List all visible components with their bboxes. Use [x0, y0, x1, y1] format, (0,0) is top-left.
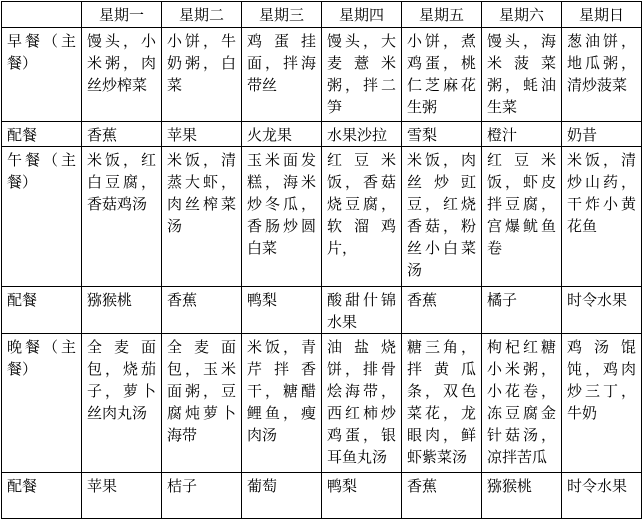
table-row-snack-3: [2, 473, 642, 519]
meal-label: 配餐: [2, 473, 82, 519]
day-header-thu: 星期四: [322, 2, 402, 28]
meal-cell: 苹果: [82, 473, 162, 519]
day-header-wed: 星期三: [242, 2, 322, 28]
meal-cell: 馒头，海米菠菜粥，蚝油生菜: [482, 28, 562, 122]
header-row: [2, 2, 642, 28]
meal-cell: 米饭，肉丝炒豇豆，红烧香菇，粉丝小白菜汤: [402, 147, 482, 287]
meal-cell: 苹果: [162, 122, 242, 147]
meal-cell: 时令水果: [562, 287, 642, 334]
meal-cell: 玉米面发糕，海米炒冬瓜，香肠炒圆白菜: [242, 147, 322, 287]
meal-cell: 酸甜什锦水果: [322, 287, 402, 334]
meal-cell: 火龙果: [242, 122, 322, 147]
table-row-snack-1: [2, 122, 642, 147]
meal-cell: 葡萄: [242, 473, 322, 519]
meal-cell: 香蕉: [402, 473, 482, 519]
meal-cell: 米饭，清炒山药，干炸小黄花鱼: [562, 147, 642, 287]
weekly-meal-table: [1, 1, 642, 519]
meal-cell: 奶昔: [562, 122, 642, 147]
corner-cell: [2, 2, 82, 28]
meal-cell: 红豆米饭，虾皮拌豆腐，宫爆鱿鱼卷: [482, 147, 562, 287]
day-header-sat: 星期六: [482, 2, 562, 28]
table-row-lunch: [2, 147, 642, 287]
meal-cell: 油盐烧饼，排骨烩海带，西红柿炒鸡蛋，银耳鱼丸汤: [322, 334, 402, 473]
meal-cell: 全麦面包，烧茄子，萝卜丝肉丸汤: [82, 334, 162, 473]
meal-cell: 鸭梨: [322, 473, 402, 519]
day-header-tue: 星期二: [162, 2, 242, 28]
meal-cell: 米饭，红白豆腐，香菇鸡汤: [82, 147, 162, 287]
meal-cell: 小饼，牛奶粥，白菜: [162, 28, 242, 122]
table-row-snack-2: [2, 287, 642, 334]
day-header-mon: 星期一: [82, 2, 162, 28]
table-row-breakfast: [2, 28, 642, 122]
meal-cell: 糖三角，拌黄瓜条，双色菜花，龙眼肉，鲜虾紫菜汤: [402, 334, 482, 473]
meal-cell: 枸杞红糖小米粥，小花卷，冻豆腐金针菇汤，凉拌苦瓜: [482, 334, 562, 473]
meal-label: 午餐（主餐）: [2, 147, 82, 287]
meal-cell: 葱油饼，地瓜粥，清炒菠菜: [562, 28, 642, 122]
meal-label: 配餐: [2, 287, 82, 334]
meal-cell: 猕猴桃: [482, 473, 562, 519]
meal-cell: 鸭梨: [242, 287, 322, 334]
meal-cell: 香蕉: [162, 287, 242, 334]
meal-cell: 全麦面包，玉米面粥，豆腐炖萝卜海带: [162, 334, 242, 473]
day-header-fri: 星期五: [402, 2, 482, 28]
meal-cell: 猕猴桃: [82, 287, 162, 334]
day-header-sun: 星期日: [562, 2, 642, 28]
meal-cell: 米饭，青芹拌香干，糖醋鲤鱼，瘦肉汤: [242, 334, 322, 473]
meal-label: 早餐（主餐）: [2, 28, 82, 122]
table-row-dinner: [2, 334, 642, 473]
meal-cell: 红豆米饭，香菇烧豆腐，软溜鸡片，: [322, 147, 402, 287]
meal-cell: 香蕉: [82, 122, 162, 147]
meal-cell: 米饭，清蒸大虾，肉丝榨菜汤: [162, 147, 242, 287]
meal-cell: 水果沙拉: [322, 122, 402, 147]
meal-cell: 橙汁: [482, 122, 562, 147]
meal-cell: 雪梨: [402, 122, 482, 147]
meal-cell: 桔子: [162, 473, 242, 519]
meal-label: 晚餐（主餐）: [2, 334, 82, 473]
meal-label: 配餐: [2, 122, 82, 147]
meal-cell: 时令水果: [562, 473, 642, 519]
meal-cell: 鸡汤馄饨，鸡肉炒三丁，牛奶: [562, 334, 642, 473]
meal-cell: 香蕉: [402, 287, 482, 334]
meal-cell: 馒头，小米粥，肉丝炒榨菜: [82, 28, 162, 122]
meal-cell: 馒头，大麦薏米粥，拌二笋: [322, 28, 402, 122]
meal-cell: 橘子: [482, 287, 562, 334]
meal-cell: 小饼，煮鸡蛋，桃仁芝麻花生粥: [402, 28, 482, 122]
meal-cell: 鸡蛋挂面，拌海带丝: [242, 28, 322, 122]
